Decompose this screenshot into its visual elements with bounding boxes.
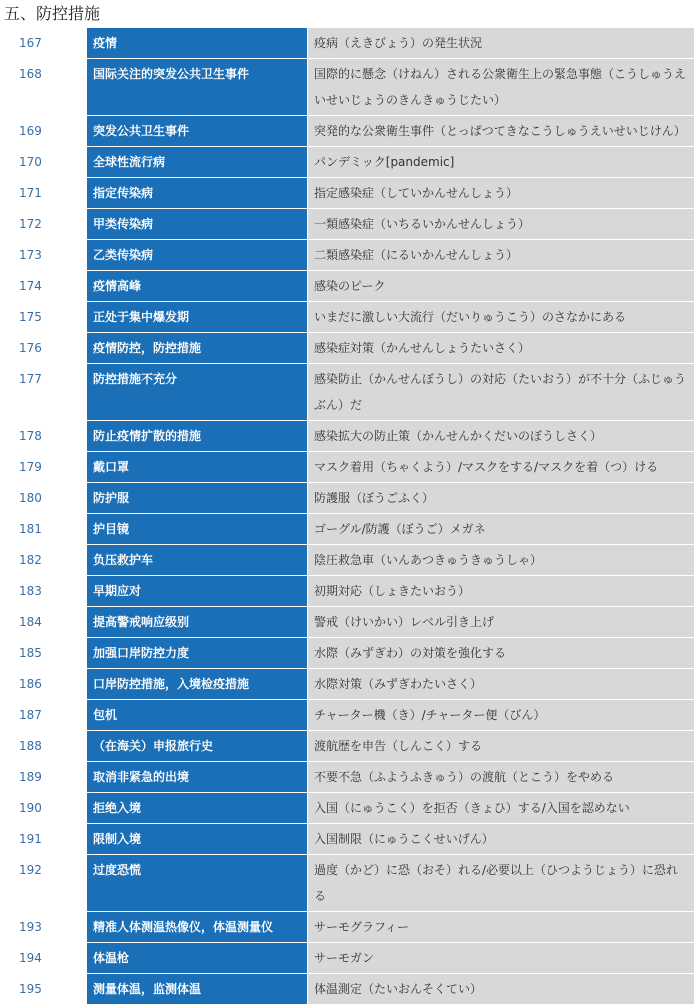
entry-number: 191 <box>1 824 87 855</box>
chinese-term: 护目镜 <box>87 514 308 545</box>
table-row <box>1 669 695 700</box>
japanese-term: 初期対応（しょきたいおう） <box>308 576 695 607</box>
japanese-term: サーモガン <box>308 943 695 974</box>
chinese-term: 乙类传染病 <box>87 240 308 271</box>
table-row <box>1 974 695 1005</box>
chinese-term: （在海关）申报旅行史 <box>87 731 308 762</box>
entry-number: 192 <box>1 855 87 912</box>
japanese-term: チャーター機（き）/チャーター便（びん） <box>308 700 695 731</box>
chinese-term: 全球性流行病 <box>87 147 308 178</box>
chinese-term: 提高警戒响应级别 <box>87 607 308 638</box>
chinese-term: 疫情高峰 <box>87 271 308 302</box>
chinese-term: 戴口罩 <box>87 452 308 483</box>
table-row <box>1 638 695 669</box>
entry-number: 190 <box>1 793 87 824</box>
japanese-term: 一類感染症（いちるいかんせんしょう） <box>308 209 695 240</box>
entry-number: 167 <box>1 28 87 59</box>
entry-number: 171 <box>1 178 87 209</box>
table-row <box>1 483 695 514</box>
japanese-term: 不要不急（ふようふきゅう）の渡航（とこう）をやめる <box>308 762 695 793</box>
vocabulary-table <box>0 27 695 1005</box>
section-title: 五、防控措施 <box>4 4 101 23</box>
chinese-term: 防护服 <box>87 483 308 514</box>
chinese-term: 口岸防控措施，入境检疫措施 <box>87 669 308 700</box>
japanese-term: 感染拡大の防止策（かんせんかくだいのぼうしさく） <box>308 421 695 452</box>
chinese-term: 包机 <box>87 700 308 731</box>
chinese-term: 限制入境 <box>87 824 308 855</box>
entry-number: 185 <box>1 638 87 669</box>
table-row <box>1 855 695 912</box>
japanese-term: 防護服（ぼうごふく） <box>308 483 695 514</box>
table-row <box>1 514 695 545</box>
japanese-term: 国際的に懸念（けねん）される公衆衛生上の緊急事態（こうしゅうえいせいじょうのきんきゅうじたい） <box>308 59 695 116</box>
japanese-term: 疫病（えきびょう）の発生状況 <box>308 28 695 59</box>
chinese-term: 疫情防控，防控措施 <box>87 333 308 364</box>
japanese-term: 警戒（けいかい）レベル引き上げ <box>308 607 695 638</box>
chinese-term: 负压救护车 <box>87 545 308 576</box>
table-row <box>1 333 695 364</box>
japanese-term: 感染のピーク <box>308 271 695 302</box>
japanese-term: ゴーグル/防護（ぼうご）メガネ <box>308 514 695 545</box>
chinese-term: 突发公共卫生事件 <box>87 116 308 147</box>
japanese-term: マスク着用（ちゃくよう）/マスクをする/マスクを着（つ）ける <box>308 452 695 483</box>
table-row <box>1 762 695 793</box>
entry-number: 176 <box>1 333 87 364</box>
japanese-term: 入国制限（にゅうこくせいげん） <box>308 824 695 855</box>
japanese-term: 渡航歴を申告（しんこく）する <box>308 731 695 762</box>
japanese-term: 突発的な公衆衛生事件（とっぱつてきなこうしゅうえいせいじけん） <box>308 116 695 147</box>
entry-number: 178 <box>1 421 87 452</box>
chinese-term: 国际关注的突发公共卫生事件 <box>87 59 308 116</box>
japanese-term: 水際（みずぎわ）の対策を強化する <box>308 638 695 669</box>
entry-number: 169 <box>1 116 87 147</box>
table-row <box>1 28 695 59</box>
japanese-term: 感染症対策（かんせんしょうたいさく） <box>308 333 695 364</box>
japanese-term: 陰圧救急車（いんあつきゅうきゅうしゃ） <box>308 545 695 576</box>
entry-number: 189 <box>1 762 87 793</box>
entry-number: 184 <box>1 607 87 638</box>
chinese-term: 体温枪 <box>87 943 308 974</box>
table-row <box>1 178 695 209</box>
table-row <box>1 545 695 576</box>
entry-number: 174 <box>1 271 87 302</box>
japanese-term: サーモグラフィー <box>308 912 695 943</box>
chinese-term: 过度恐慌 <box>87 855 308 912</box>
japanese-term: 感染防止（かんせんぼうし）の対応（たいおう）が不十分（ふじゅうぶん）だ <box>308 364 695 421</box>
entry-number: 175 <box>1 302 87 333</box>
table-row <box>1 912 695 943</box>
chinese-term: 拒绝入境 <box>87 793 308 824</box>
table-row <box>1 576 695 607</box>
japanese-term: いまだに激しい大流行（だいりゅうこう）のさなかにある <box>308 302 695 333</box>
table-row <box>1 731 695 762</box>
japanese-term: パンデミック[pandemic] <box>308 147 695 178</box>
chinese-term: 甲类传染病 <box>87 209 308 240</box>
entry-number: 180 <box>1 483 87 514</box>
entry-number: 187 <box>1 700 87 731</box>
table-row <box>1 271 695 302</box>
chinese-term: 防止疫情扩散的措施 <box>87 421 308 452</box>
japanese-term: 体温測定（たいおんそくてい） <box>308 974 695 1005</box>
chinese-term: 正处于集中爆发期 <box>87 302 308 333</box>
entry-number: 168 <box>1 59 87 116</box>
entry-number: 173 <box>1 240 87 271</box>
entry-number: 182 <box>1 545 87 576</box>
table-row <box>1 943 695 974</box>
table-row <box>1 700 695 731</box>
table-row <box>1 59 695 116</box>
entry-number: 179 <box>1 452 87 483</box>
table-row <box>1 116 695 147</box>
entry-number: 194 <box>1 943 87 974</box>
chinese-term: 精准人体测温热像仪，体温测量仪 <box>87 912 308 943</box>
chinese-term: 疫情 <box>87 28 308 59</box>
entry-number: 195 <box>1 974 87 1005</box>
entry-number: 181 <box>1 514 87 545</box>
entry-number: 188 <box>1 731 87 762</box>
entry-number: 177 <box>1 364 87 421</box>
vocabulary-table-body <box>1 28 695 1005</box>
table-row <box>1 240 695 271</box>
chinese-term: 测量体温，监测体温 <box>87 974 308 1005</box>
table-row <box>1 147 695 178</box>
japanese-term: 水際対策（みずぎわたいさく） <box>308 669 695 700</box>
table-row <box>1 421 695 452</box>
japanese-term: 指定感染症（していかんせんしょう） <box>308 178 695 209</box>
table-row <box>1 209 695 240</box>
entry-number: 193 <box>1 912 87 943</box>
table-row <box>1 824 695 855</box>
table-row <box>1 607 695 638</box>
japanese-term: 二類感染症（にるいかんせんしょう） <box>308 240 695 271</box>
entry-number: 183 <box>1 576 87 607</box>
chinese-term: 指定传染病 <box>87 178 308 209</box>
japanese-term: 過度（かど）に恐（おそ）れる/必要以上（ひつようじょう）に恐れる <box>308 855 695 912</box>
chinese-term: 取消非紧急的出境 <box>87 762 308 793</box>
chinese-term: 早期应对 <box>87 576 308 607</box>
table-row <box>1 793 695 824</box>
table-row <box>1 364 695 421</box>
entry-number: 186 <box>1 669 87 700</box>
table-row <box>1 302 695 333</box>
entry-number: 170 <box>1 147 87 178</box>
chinese-term: 防控措施不充分 <box>87 364 308 421</box>
table-row <box>1 452 695 483</box>
entry-number: 172 <box>1 209 87 240</box>
chinese-term: 加强口岸防控力度 <box>87 638 308 669</box>
japanese-term: 入国（にゅうこく）を拒否（きょひ）する/入国を認めない <box>308 793 695 824</box>
